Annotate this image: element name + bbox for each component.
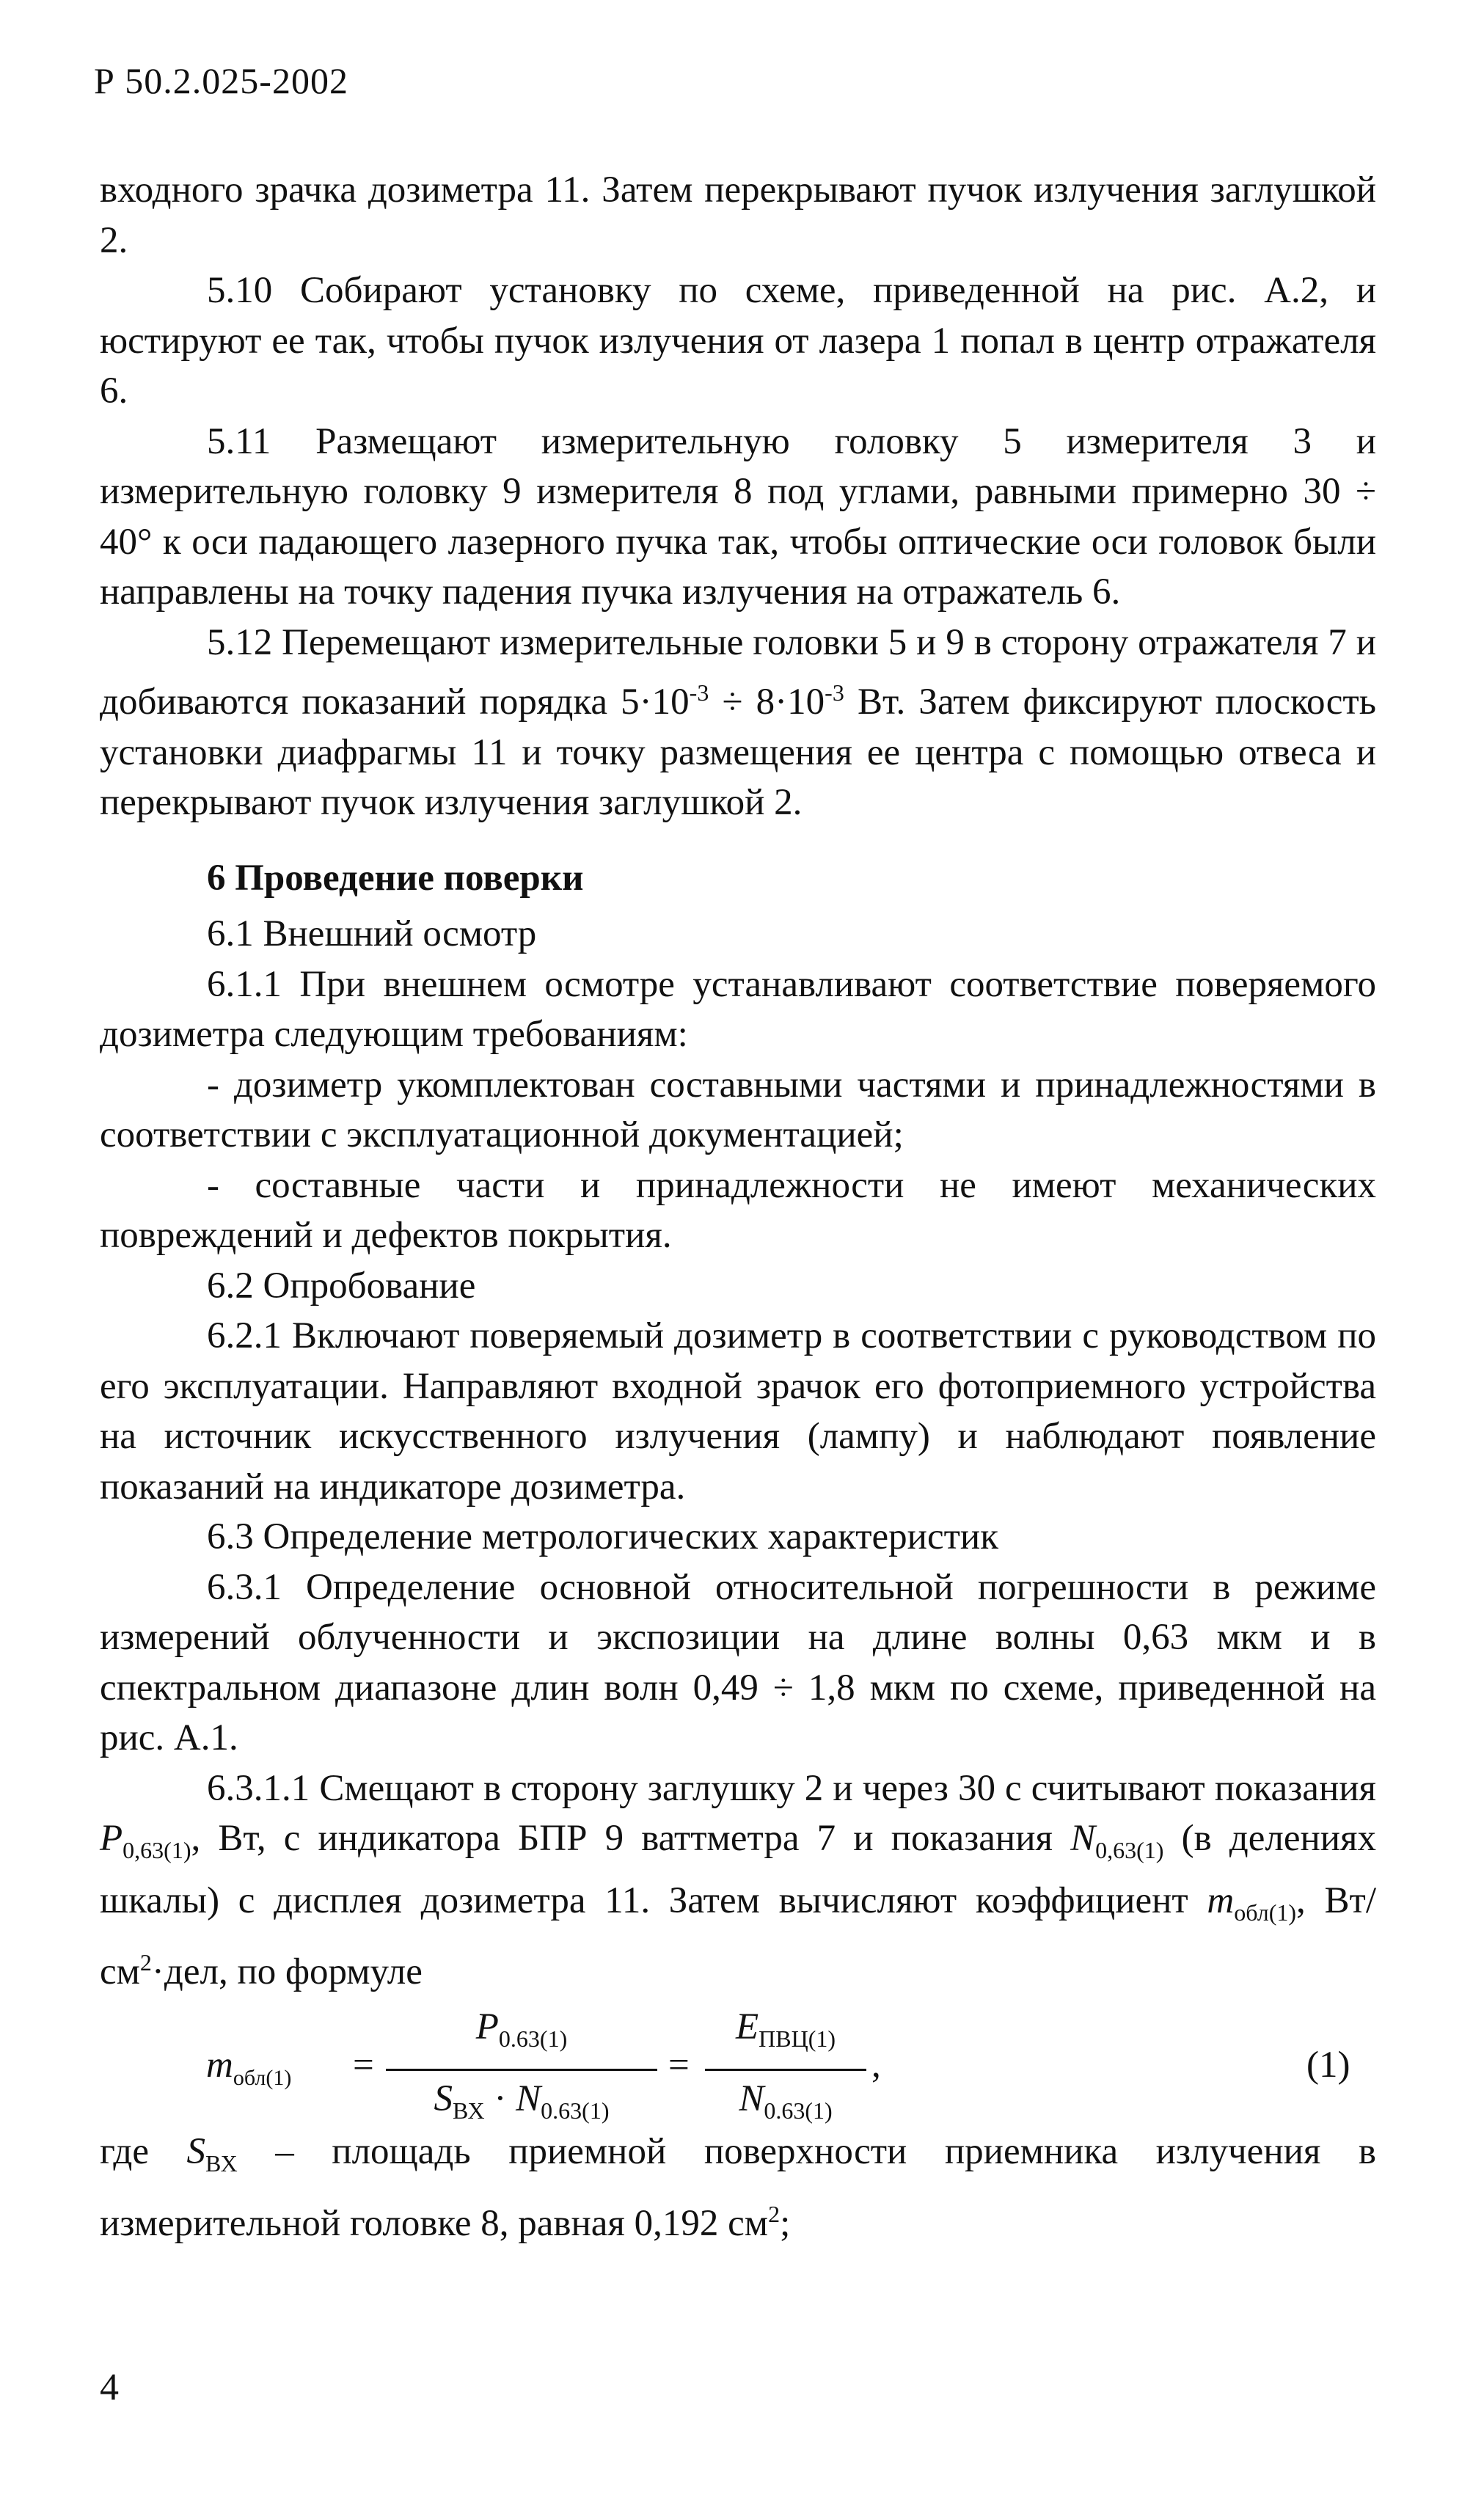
- formula-fraction-1: [386, 2002, 657, 2135]
- subsection-heading-6-2: 6.2 Опробование: [207, 1265, 476, 1307]
- list-item-2: - составные части и принадлежности не имеют механических повреждений и дефектов покрытия.: [100, 1164, 1376, 1256]
- formula-var: E: [735, 2006, 759, 2047]
- formula-equals: =: [668, 2044, 690, 2086]
- superscript: -3: [689, 679, 709, 706]
- fraction-denominator: [705, 2071, 866, 2136]
- text-run: (в делениях шкалы) с дисплея дозиметра 11. Затем вычисляют коэффициент: [100, 1818, 1377, 1921]
- section-heading-6: 6 Проведение поверки: [207, 857, 584, 899]
- formula-var: N: [739, 2078, 764, 2119]
- paragraph-5-12: [100, 618, 1376, 828]
- subsection-heading-6-3: 6.3 Определение метрологических характеристик: [207, 1516, 998, 1557]
- paragraph-6-3-1-1: [100, 1764, 1376, 1998]
- paragraph-5-10: 5.10 Собирают установку по схеме, приведенной на рис. А.2, и юстируют ее так, чтобы пучок излучения от лазера 1 попал в центр отражателя 6.: [100, 270, 1376, 412]
- formula-operator: ·: [484, 2078, 516, 2119]
- formula-sub: 0.63(1): [498, 2025, 568, 2053]
- paragraph-where: [100, 2127, 1376, 2248]
- superscript: 2: [139, 1949, 152, 1976]
- variable-S: S: [186, 2130, 206, 2172]
- paragraph-6-1-1: 6.1.1 При внешнем осмотре устанавливают соответствие поверяемого дозиметра следующим требованиям:: [100, 963, 1376, 1055]
- variable-m: m: [1207, 1879, 1235, 1921]
- text-run: ·дел, по формуле: [151, 1951, 423, 1993]
- text-run: ÷ 8·10: [709, 682, 825, 723]
- formula-sub: ПВЦ(1): [759, 2025, 836, 2053]
- paragraph-6-2-1: 6.2.1 Включают поверяемый дозиметр в соответствии с руководством по его эксплуатации. Направляют входной зрачок его фотоприемного устройства на источник искусственного излучения (лампу) и наблюдают появление показаний на индикаторе дозиметра.: [100, 1315, 1376, 1508]
- subscript: 0,63(1): [1095, 1837, 1164, 1864]
- formula-var: P: [475, 2006, 499, 2047]
- subscript: 0,63(1): [123, 1837, 191, 1864]
- text-run: Вт. Затем фиксируют плоскость установки диафрагмы 11 и точку размещения ее центра с помощью отвеса и перекрывают пучок излучения заглушкой 2.: [100, 682, 1376, 823]
- subscript: обл(1): [1234, 1899, 1297, 1926]
- text-run: , Вт/см: [100, 1879, 1376, 1993]
- text-run: , Вт, с индикатора БПР 9 ваттметра 7 и показания: [191, 1818, 1071, 1859]
- formula-fraction-2: [705, 2002, 866, 2135]
- subsection-heading-6-1: 6.1 Внешний осмотр: [207, 913, 537, 954]
- formula-equals: =: [353, 2044, 374, 2086]
- paragraph-6-3-1: 6.3.1 Определение основной относительной погрешности в режиме измерений облученности и экспозиции на длине волны 0,63 мкм и в спектральном диапазоне длин волн 0,49 ÷ 1,8 мкм по схеме, приведенной на рис. А.1.: [100, 1566, 1376, 1758]
- paragraph-5-11: 5.11 Размещают измерительную головку 5 измерителя 3 и измерительную головку 9 измерителя 8 под углами, равными примерно 30 ÷ 40° к оси падающего лазерного пучка так, чтобы оптические оси головок были направлены на точку падения пучка излучения на отражатель 6.: [100, 420, 1376, 613]
- formula-sub: обл(1): [233, 2066, 292, 2091]
- fraction-denominator: [386, 2071, 657, 2136]
- text-run: 5.12 Перемещают измерительные головки 5 и 9 в сторону отражателя 7 и добиваются показаний порядка 5·10: [100, 621, 1376, 723]
- variable-P: P: [100, 1818, 123, 1859]
- formula-lhs: [206, 2040, 291, 2104]
- fraction-numerator: [386, 2002, 657, 2071]
- formula-1: [100, 2002, 1376, 2127]
- text-run: где: [100, 2130, 187, 2172]
- list-item-1: - дозиметр укомплектован составными частями и принадлежностями в соответствии с эксплуатационной документацией;: [100, 1064, 1376, 1155]
- document-body: [100, 165, 1376, 2248]
- formula-var: S: [434, 2078, 453, 2119]
- document-code-header: Р 50.2.025-2002: [94, 60, 348, 101]
- subscript: ВХ: [205, 2150, 238, 2177]
- fraction-numerator: [705, 2002, 866, 2071]
- formula-sub: ВХ: [453, 2097, 485, 2124]
- formula-sub: 0.63(1): [541, 2097, 610, 2124]
- superscript: 2: [768, 2200, 781, 2227]
- text-run: 6.3.1.1 Смещают в сторону заглушку 2 и через 30 с считывают показания: [207, 1767, 1376, 1809]
- paragraph-continuation: входного зрачка дозиметра 11. Затем перекрывают пучок излучения заглушкой 2.: [100, 169, 1376, 261]
- formula-sub: 0.63(1): [764, 2097, 833, 2124]
- text-run: ;: [780, 2202, 791, 2244]
- formula-comma: ,: [871, 2044, 881, 2086]
- formula-var: N: [516, 2078, 541, 2119]
- page-number: 4: [100, 2367, 119, 2408]
- formula-var: m: [206, 2044, 233, 2086]
- formula-number: (1): [1306, 2044, 1350, 2086]
- superscript: -3: [825, 679, 844, 706]
- variable-N: N: [1070, 1818, 1096, 1859]
- text-run: – площадь приемной поверхности приемника излучения в измерительной головке 8, равная 0,192 см: [100, 2130, 1376, 2244]
